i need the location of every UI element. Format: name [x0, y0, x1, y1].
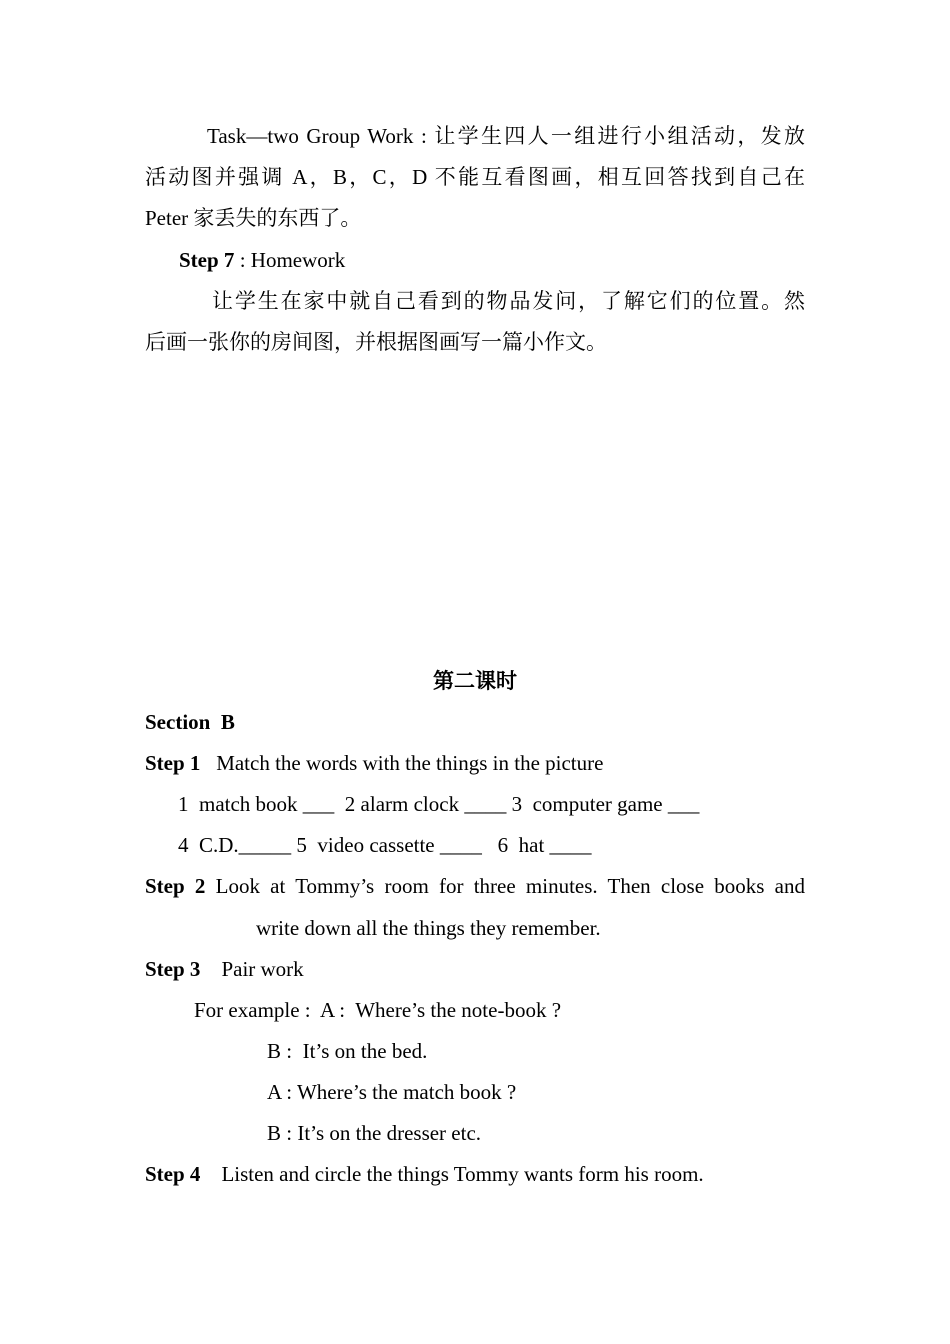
step-3-heading [145, 959, 304, 980]
task-two-line-2: 活动图并强调 A，B，C，D 不能互看图画，相互回答找到自己在 [145, 165, 805, 189]
step-2-heading [145, 876, 805, 897]
step-1-text: Match the words with the things in the picture [200, 751, 604, 775]
step-2-text: Look at Tommy’s room for three minutes. Then close books and [205, 874, 805, 898]
step-7-text: : Homework [234, 248, 346, 272]
step-4-heading [145, 1164, 704, 1185]
homework-line-2: 后画一张你的房间图，并根据图画写一篇小作文。 [145, 330, 607, 354]
task-two-line-3: Peter 家丢失的东西了。 [145, 206, 362, 230]
step-4-text: Listen and circle the things Tommy wants form his room. [200, 1162, 704, 1186]
step-2-text-continued: write down all the things they remember. [256, 916, 601, 940]
task-two-line-1: Task—two Group Work : 让学生四人一组进行小组活动，发放 [207, 124, 805, 148]
example-line-2: B : It’s on the bed. [267, 1039, 428, 1063]
step-3-label: Step 3 [145, 957, 201, 981]
step-1-items-line-2: 4 C.D._____ 5 video cassette ____ 6 hat ____ [178, 833, 592, 857]
step-3-text: Pair work [200, 957, 304, 981]
homework-line-1: 让学生在家中就自己看到的物品发问，了解它们的位置。然 [212, 289, 805, 313]
step-1-items-line-1: 1 match book ___ 2 alarm clock ____ 3 computer game ___ [178, 792, 700, 816]
step-7-heading [179, 250, 345, 271]
step-1-heading [145, 753, 603, 774]
step-1-label: Step 1 [145, 751, 201, 775]
step-2-label: Step 2 [145, 874, 206, 898]
lesson-title: 第二课时 [433, 669, 517, 693]
step-4-label: Step 4 [145, 1162, 201, 1186]
example-line-3: A : Where’s the match book ? [267, 1080, 517, 1104]
step-7-label: Step 7 [179, 248, 235, 272]
section-heading: Section B [145, 710, 235, 734]
example-line-1: For example : A : Where’s the note-book ? [194, 998, 562, 1022]
example-line-4: B : It’s on the dresser etc. [267, 1121, 482, 1145]
